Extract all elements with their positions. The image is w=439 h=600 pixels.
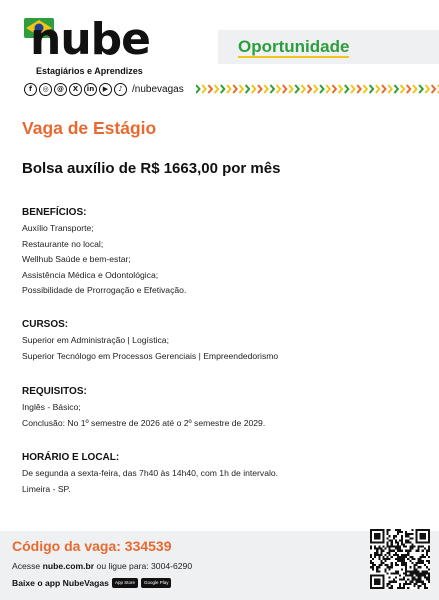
google-play-badge[interactable]: Google Play bbox=[141, 578, 172, 588]
logo-wordmark: nube bbox=[30, 14, 150, 65]
section-heading: BENEFÍCIOS: bbox=[22, 207, 87, 218]
courses-section bbox=[22, 319, 278, 364]
app-download-label: Baixe o app NubeVagas bbox=[12, 578, 109, 588]
course-item: Superior em Administração | Logística; bbox=[22, 335, 169, 345]
chevron-pattern-icon bbox=[196, 84, 439, 94]
website-link[interactable]: nube.com.br bbox=[42, 561, 95, 571]
social-handle[interactable]: /nubevagas bbox=[132, 83, 184, 95]
section-heading: HORÁRIO E LOCAL: bbox=[22, 452, 120, 463]
benefit-item: Wellhub Saúde e bem-estar; bbox=[22, 254, 131, 264]
instagram-icon[interactable]: ◎ bbox=[39, 83, 52, 96]
app-download-line bbox=[12, 578, 171, 588]
linkedin-icon[interactable]: in bbox=[84, 83, 97, 96]
logo-subtitle: Estagiários e Aprendizes bbox=[36, 66, 143, 76]
app-store-badge[interactable]: App Store bbox=[112, 578, 138, 588]
location-item: Limeira - SP. bbox=[22, 483, 71, 494]
contact-phone: ou ligue para: 3004-6290 bbox=[94, 561, 193, 571]
page-title: Vaga de Estágio bbox=[22, 118, 157, 138]
contact-line bbox=[12, 561, 192, 571]
opportunity-label: Oportunidade bbox=[238, 37, 350, 56]
tiktok-icon[interactable]: ♪ bbox=[114, 83, 127, 96]
requirements-section bbox=[22, 386, 265, 431]
qr-code-icon[interactable] bbox=[370, 529, 430, 589]
job-code: Código da vaga: 334539 bbox=[12, 538, 172, 554]
benefit-item: Restaurante no local; bbox=[22, 238, 104, 249]
benefit-item: Possibilidade de Prorrogação e Efetivação. bbox=[22, 285, 187, 295]
schedule-location-section bbox=[22, 452, 278, 497]
contact-prefix: Acesse bbox=[12, 561, 43, 571]
section-heading: REQUISITOS: bbox=[22, 386, 87, 397]
salary-text: Bolsa auxílio de R$ 1663,00 por mês bbox=[22, 160, 281, 177]
nube-logo[interactable] bbox=[22, 14, 162, 74]
benefits-section bbox=[22, 207, 186, 299]
x-icon[interactable]: X bbox=[69, 83, 82, 96]
requirement-item: Conclusão: No 1º semestre de 2026 até o 2º semestre de 2029. bbox=[22, 417, 266, 428]
youtube-icon[interactable]: ▶ bbox=[99, 83, 112, 96]
header bbox=[0, 0, 439, 102]
threads-icon[interactable]: @ bbox=[54, 83, 67, 96]
decorative-chevron-strip bbox=[196, 84, 439, 94]
section-heading: CURSOS: bbox=[22, 319, 69, 330]
opportunity-banner bbox=[218, 30, 439, 64]
schedule-item: De segunda a sexta-feira, das 7h40 às 14h40, com 1h de intervalo. bbox=[22, 468, 279, 478]
benefit-item: Auxílio Transporte; bbox=[22, 223, 94, 233]
requirement-item: Inglês - Básico; bbox=[22, 402, 81, 412]
benefit-item: Assistência Médica e Odontológica; bbox=[22, 269, 159, 280]
course-item: Superior Tecnólogo em Processos Gerenciais | Empreendedorismo bbox=[22, 350, 279, 361]
facebook-icon[interactable]: f bbox=[24, 83, 37, 96]
social-links bbox=[24, 82, 184, 96]
